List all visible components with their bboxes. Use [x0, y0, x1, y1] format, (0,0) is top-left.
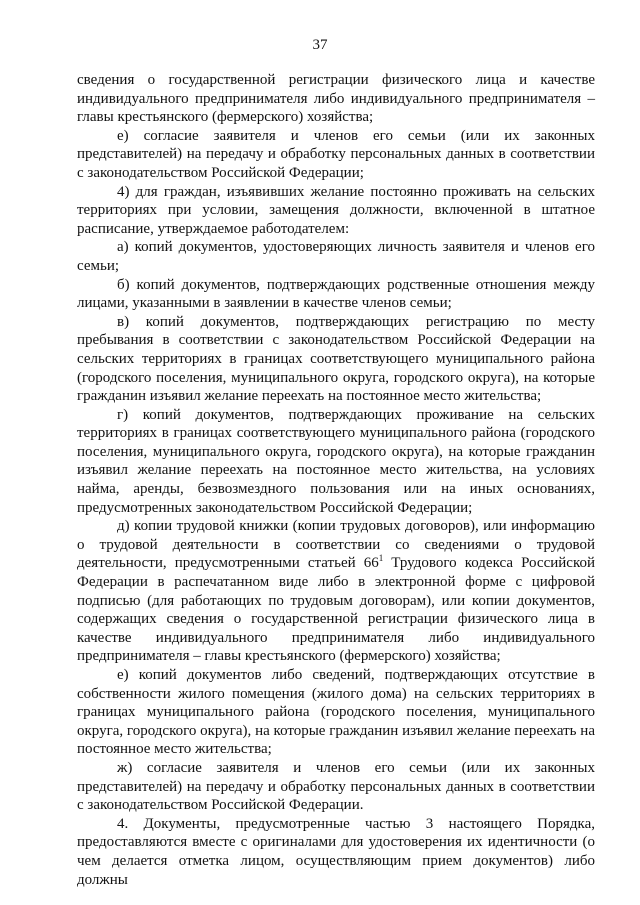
paragraph: в) копий документов, подтверждающих регистрацию по месту пребывания в соответствии с законодательством Российской Федерации на сельских территориях в границах соответствующего муниципального района (городского поселения, муниципального округа, городского округа), на которые гражданин изъявил желание переехать на постоянное место жительства;	[77, 313, 595, 405]
paragraph: е) копий документов либо сведений, подтверждающих отсутствие в собственности жилого помещения (жилого дома) на сельских территориях в границах муниципального района (городского поселения, муниципального округа, городского округа), на которые гражданин изъявил желание переехать на постоянное место жительства;	[77, 667, 595, 758]
paragraph: сведения о государственной регистрации физического лица и качестве индивидуального предпринимателя либо индивидуального предпринимателя – главы крестьянского (фермерского) хозяйства;	[77, 72, 595, 126]
paragraph-text: Трудового кодекса Российской Федерации в распечатанном виде либо в электронной форме с цифровой подписью (для работающих по трудовым договорам), или копии документов, содержащих сведения о государственной регистрации физического лица в качестве индивидуального предпринимателя либо индивидуального предпринимателя – главы крестьянского (фермерского) хозяйства;	[77, 555, 595, 665]
paragraph: ж) согласие заявителя и членов его семьи (или их законных представителей) на передачу и обработку персональных данных в соответствии с законодательством Российской Федерации.	[77, 759, 595, 814]
document-body	[77, 71, 595, 889]
paragraph: а) копий документов, удостоверяющих личность заявителя и членов его семьи;	[77, 239, 595, 274]
paragraph	[77, 517, 595, 666]
paragraph: б) копий документов, подтверждающих родственные отношения между лицами, указанными в заявлении в качестве членов семьи;	[77, 276, 595, 312]
paragraph: г) копий документов, подтверждающих проживание на сельских территориях в границах соответствующего муниципального района (городского поселения, муниципального округа, городского округа), на которые гражданин изъявил желание переехать на постоянное место жительства, на условиях найма, аренды, безвозмездного пользования или на иных основаниях, предусмотренных законодательством Российской Федерации;	[77, 406, 595, 516]
paragraph: 4. Документы, предусмотренные частью 3 настоящего Порядка, предоставляются вместе с оригиналами для удостоверения их идентичности (о чем делается отметка лицом, осуществляющим прием документов) либо должны	[77, 815, 595, 888]
article-superscript: 1	[378, 553, 384, 564]
paragraph: е) согласие заявителя и членов его семьи (или их законных представителей) на передачу и обработку персональных данных в соответствии с законодательством Российской Федерации;	[77, 127, 595, 181]
paragraph-text: д) копии трудовой книжки (копии трудовых договоров), или информацию о трудовой деятельности в соответствии со сведениями о трудовой деятельности, предусмотренными статьей 66	[77, 518, 595, 572]
paragraph: 4) для граждан, изъявивших желание постоянно проживать на сельских территориях при условии, замещения должности, включенной в штатное расписание, утверждаемое работодателем:	[77, 183, 595, 237]
page-number: 37	[312, 37, 328, 53]
